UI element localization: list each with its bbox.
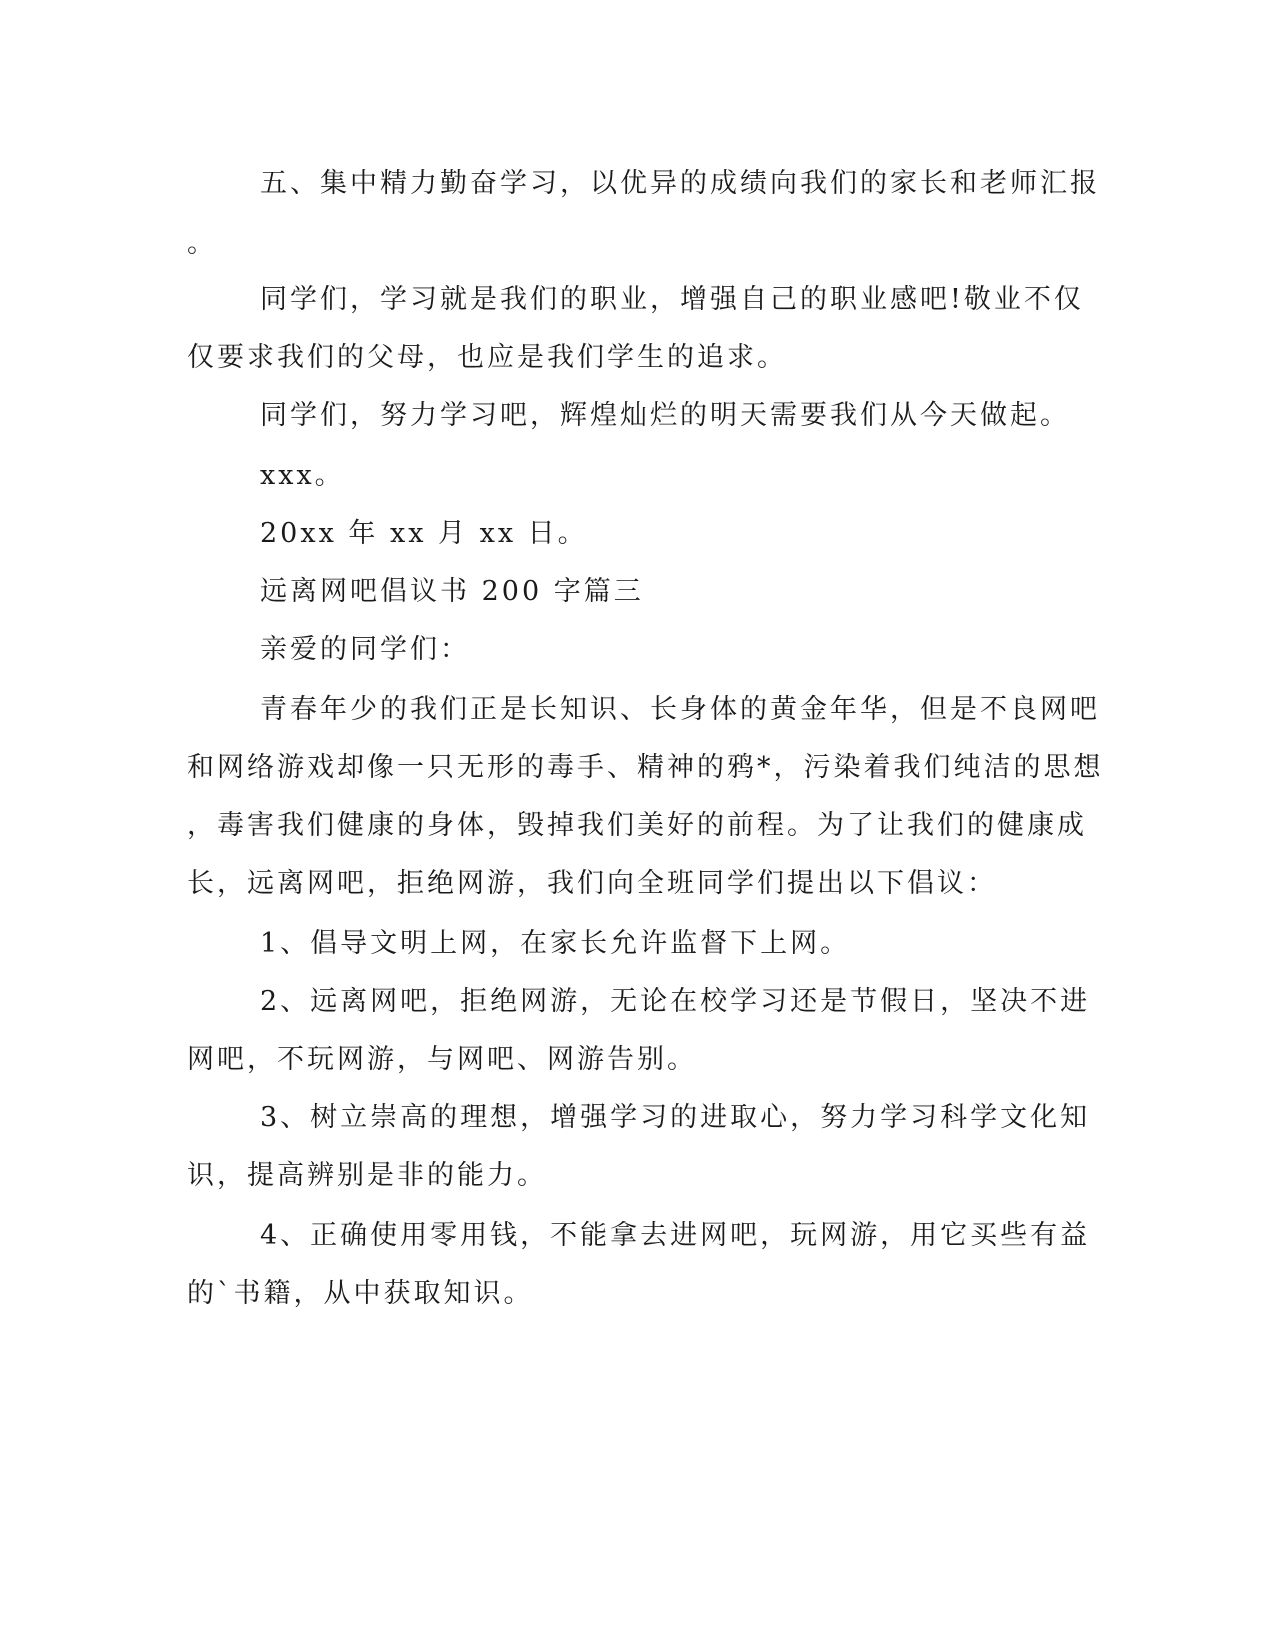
salutation: 亲爱的同学们： <box>260 634 470 665</box>
text-line: 青春年少的我们正是长知识、长身体的黄金年华，但是不良网吧 <box>260 694 1100 725</box>
section-title: 远离网吧倡议书 200 字篇三 <box>260 576 644 607</box>
text-line: 的`书籍，从中获取知识。 <box>187 1278 534 1309</box>
text-line: 仅要求我们的父母，也应是我们学生的追求。 <box>187 342 787 373</box>
list-item: 2、远离网吧，拒绝网游，无论在校学习还是节假日，坚决不进 <box>260 986 1091 1017</box>
text-line: 长，远离网吧，拒绝网游，我们向全班同学们提出以下倡议： <box>187 868 997 899</box>
signature-line: xxx。 <box>260 460 345 491</box>
text-line: 和网络游戏却像一只无形的毒手、精神的鸦*，污染着我们纯洁的思想 <box>187 752 1104 783</box>
list-item: 1、倡导文明上网，在家长允许监督下上网。 <box>260 928 851 959</box>
text-line: ，毒害我们健康的身体，毁掉我们美好的前程。为了让我们的健康成 <box>187 810 1087 841</box>
text-line: 同学们，学习就是我们的职业，增强自己的职业感吧!敬业不仅 <box>260 284 1084 315</box>
text-line: 同学们，努力学习吧，辉煌灿烂的明天需要我们从今天做起。 <box>260 400 1070 431</box>
text-line: 。 <box>187 228 217 259</box>
date-line: 20xx 年 xx 月 xx 日。 <box>260 518 588 549</box>
text-line: 识，提高辨别是非的能力。 <box>187 1160 547 1191</box>
list-item: 3、树立崇高的理想，增强学习的进取心，努力学习科学文化知 <box>260 1102 1091 1133</box>
text-line: 网吧，不玩网游，与网吧、网游告别。 <box>187 1044 697 1075</box>
text-line: 五、集中精力勤奋学习，以优异的成绩向我们的家长和老师汇报 <box>260 168 1100 199</box>
list-item: 4、正确使用零用钱，不能拿去进网吧，玩网游，用它买些有益 <box>260 1220 1091 1251</box>
